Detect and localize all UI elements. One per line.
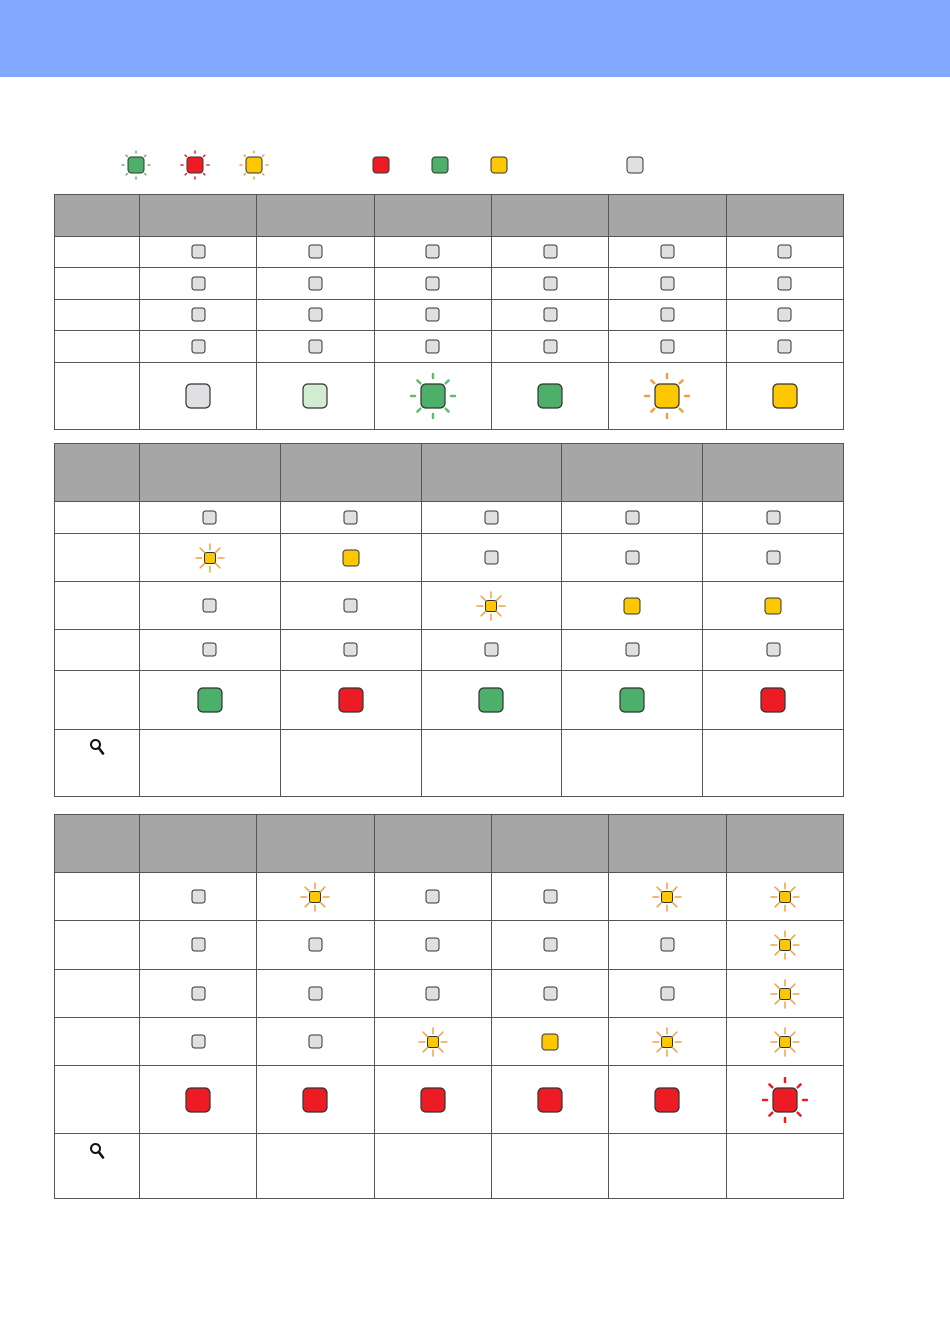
led-cell xyxy=(257,237,374,268)
led-cell xyxy=(374,331,491,363)
on-red-led-icon xyxy=(337,686,365,714)
header-cell xyxy=(280,444,421,502)
on-green-led-icon xyxy=(477,686,505,714)
row-label-cell xyxy=(55,502,140,534)
off-led-icon xyxy=(307,1033,324,1050)
off-led-icon xyxy=(542,985,559,1002)
led-cell xyxy=(421,502,562,534)
led-cell xyxy=(421,630,562,671)
led-cell xyxy=(491,331,608,363)
off-led-icon xyxy=(542,275,559,292)
led-cell xyxy=(609,268,726,300)
off-led-icon xyxy=(659,306,676,323)
header-banner xyxy=(0,0,950,77)
header-cell xyxy=(609,815,726,873)
off-led-icon xyxy=(201,509,218,526)
on-amber-led-icon xyxy=(540,1032,560,1052)
table-row xyxy=(55,534,844,582)
led-cell xyxy=(140,268,257,300)
blink-amber-led-icon xyxy=(652,882,682,912)
led-cell xyxy=(257,268,374,300)
led-cell xyxy=(140,873,257,921)
note-row xyxy=(55,730,844,797)
off-led-icon xyxy=(184,382,212,410)
led-cell xyxy=(703,671,844,730)
off-led-icon xyxy=(542,936,559,953)
led-cell xyxy=(491,237,608,268)
led-cell xyxy=(562,534,703,582)
off-led-icon xyxy=(201,641,218,658)
led-cell xyxy=(140,970,257,1018)
table-row xyxy=(55,921,844,970)
led-cell xyxy=(562,630,703,671)
led-cell xyxy=(609,237,726,268)
header-cell xyxy=(562,444,703,502)
table-row xyxy=(55,237,844,268)
off-led-icon xyxy=(765,641,782,658)
note-cell xyxy=(609,1134,726,1199)
led-table-1 xyxy=(54,194,844,430)
blink-amber-led-icon xyxy=(195,543,225,573)
header-cell xyxy=(55,444,140,502)
row-label-cell xyxy=(55,331,140,363)
off-led-icon xyxy=(483,641,500,658)
led-cell xyxy=(140,331,257,363)
led-cell xyxy=(140,1066,257,1134)
note-cell xyxy=(280,730,421,797)
led-cell xyxy=(491,921,608,970)
on-green-led-icon xyxy=(196,686,224,714)
note-cell xyxy=(703,730,844,797)
note-cell xyxy=(562,730,703,797)
table-row xyxy=(55,268,844,300)
table-row xyxy=(55,671,844,730)
note-cell xyxy=(140,1134,257,1199)
led-table-2 xyxy=(54,443,844,797)
led-cell xyxy=(374,363,491,430)
off-led-icon xyxy=(342,509,359,526)
led-legend xyxy=(0,147,950,183)
row-label-cell xyxy=(55,534,140,582)
row-label-cell xyxy=(55,237,140,268)
off-led-icon xyxy=(190,306,207,323)
row-label-cell xyxy=(55,970,140,1018)
led-table-3 xyxy=(54,814,844,1199)
led-cell xyxy=(257,921,374,970)
led-cell xyxy=(421,671,562,730)
led-cell xyxy=(562,671,703,730)
led-cell xyxy=(421,534,562,582)
led-cell xyxy=(280,630,421,671)
led-cell xyxy=(374,237,491,268)
note-cell xyxy=(140,730,281,797)
on-red-led-icon xyxy=(759,686,787,714)
table-row xyxy=(55,630,844,671)
off-led-icon xyxy=(307,243,324,260)
on-amber-led-icon xyxy=(341,548,361,568)
led-cell xyxy=(257,970,374,1018)
led-cell xyxy=(140,534,281,582)
off-led-icon xyxy=(424,936,441,953)
row-label-cell xyxy=(55,671,140,730)
header-cell xyxy=(609,195,726,237)
led-cell xyxy=(491,970,608,1018)
on-amber-led-icon xyxy=(489,155,509,175)
off-led-icon xyxy=(765,549,782,566)
header-cell xyxy=(374,195,491,237)
led-cell xyxy=(562,502,703,534)
led-cell xyxy=(726,363,843,430)
row-label-cell xyxy=(55,1066,140,1134)
off-led-icon xyxy=(307,338,324,355)
header-cell xyxy=(140,195,257,237)
led-cell xyxy=(703,582,844,630)
header-cell xyxy=(726,195,843,237)
led-cell xyxy=(491,1018,608,1066)
led-cell xyxy=(374,1066,491,1134)
table-row xyxy=(55,331,844,363)
row-label-cell xyxy=(55,873,140,921)
off-led-icon xyxy=(190,985,207,1002)
led-cell xyxy=(257,363,374,430)
led-cell xyxy=(280,534,421,582)
blink-amber-led-icon xyxy=(770,882,800,912)
led-cell xyxy=(609,363,726,430)
led-cell xyxy=(562,582,703,630)
off-led-icon xyxy=(424,985,441,1002)
magnifier-icon xyxy=(89,738,105,761)
header-cell xyxy=(257,195,374,237)
blink-red-led-icon xyxy=(762,1077,808,1123)
note-cell xyxy=(726,1134,843,1199)
note-cell xyxy=(491,1134,608,1199)
led-cell xyxy=(140,1018,257,1066)
off-led-icon xyxy=(624,641,641,658)
row-label-cell xyxy=(55,582,140,630)
on-green-led-icon xyxy=(536,382,564,410)
blink-amber-led-icon xyxy=(418,1027,448,1057)
blink-amber-led-icon xyxy=(644,373,690,419)
off-led-icon xyxy=(483,549,500,566)
led-cell xyxy=(257,873,374,921)
note-label-cell xyxy=(55,730,140,797)
led-cell xyxy=(609,873,726,921)
note-cell xyxy=(421,730,562,797)
led-cell xyxy=(140,363,257,430)
off-led-icon xyxy=(659,338,676,355)
header-cell xyxy=(55,195,140,237)
led-cell xyxy=(703,630,844,671)
row-label-cell xyxy=(55,268,140,300)
led-cell xyxy=(726,873,843,921)
header-cell xyxy=(703,444,844,502)
led-cell xyxy=(703,502,844,534)
header-cell xyxy=(421,444,562,502)
blink-green-led-icon xyxy=(410,373,456,419)
led-cell xyxy=(726,1066,843,1134)
off-led-icon xyxy=(624,549,641,566)
led-cell xyxy=(726,300,843,331)
off-led-icon xyxy=(190,936,207,953)
off-led-icon xyxy=(342,641,359,658)
on-red-led-icon xyxy=(371,155,391,175)
header-cell xyxy=(726,815,843,873)
off-led-icon xyxy=(307,275,324,292)
led-cell xyxy=(726,268,843,300)
off-led-icon xyxy=(776,243,793,260)
off-led-icon xyxy=(424,275,441,292)
led-cell xyxy=(726,921,843,970)
off-led-icon xyxy=(765,509,782,526)
off-led-icon xyxy=(625,155,645,175)
on-red-led-icon xyxy=(301,1086,329,1114)
note-row xyxy=(55,1134,844,1199)
led-cell xyxy=(280,671,421,730)
row-label-cell xyxy=(55,1018,140,1066)
table-row xyxy=(55,582,844,630)
off-led-icon xyxy=(542,888,559,905)
led-cell xyxy=(140,237,257,268)
off-led-icon xyxy=(542,243,559,260)
blink-amber-led-icon xyxy=(239,150,269,180)
led-cell xyxy=(374,873,491,921)
on-amber-led-icon xyxy=(771,382,799,410)
header-cell xyxy=(55,815,140,873)
off-led-icon xyxy=(307,306,324,323)
led-cell xyxy=(374,1018,491,1066)
off-led-icon xyxy=(190,1033,207,1050)
led-cell xyxy=(280,582,421,630)
header-cell xyxy=(491,815,608,873)
led-cell xyxy=(726,1018,843,1066)
off-led-icon xyxy=(659,936,676,953)
led-cell xyxy=(421,582,562,630)
off-led-icon xyxy=(776,275,793,292)
on-green-led-icon xyxy=(618,686,646,714)
blink-amber-led-icon xyxy=(770,1027,800,1057)
blink-amber-led-icon xyxy=(476,591,506,621)
led-cell xyxy=(257,300,374,331)
led-cell xyxy=(257,1066,374,1134)
led-cell xyxy=(491,873,608,921)
magnifier-icon xyxy=(89,1142,105,1165)
off-led-icon xyxy=(424,888,441,905)
note-label-cell xyxy=(55,1134,140,1199)
off-led-icon xyxy=(424,306,441,323)
row-label-cell xyxy=(55,630,140,671)
off-led-icon xyxy=(424,243,441,260)
off-led-icon xyxy=(659,275,676,292)
on-amber-led-icon xyxy=(622,596,642,616)
led-cell xyxy=(491,268,608,300)
led-cell xyxy=(491,300,608,331)
dim-green-led-icon xyxy=(301,382,329,410)
off-led-icon xyxy=(624,509,641,526)
off-led-icon xyxy=(190,888,207,905)
led-cell xyxy=(140,300,257,331)
on-amber-led-icon xyxy=(763,596,783,616)
led-cell xyxy=(374,300,491,331)
header-cell xyxy=(140,815,257,873)
blink-amber-led-icon xyxy=(770,930,800,960)
blink-green-led-icon xyxy=(121,150,151,180)
led-cell xyxy=(140,921,257,970)
table-row xyxy=(55,873,844,921)
off-led-icon xyxy=(542,306,559,323)
off-led-icon xyxy=(190,275,207,292)
off-led-icon xyxy=(307,985,324,1002)
table-row xyxy=(55,970,844,1018)
row-label-cell xyxy=(55,363,140,430)
off-led-icon xyxy=(776,306,793,323)
blink-red-led-icon xyxy=(180,150,210,180)
led-cell xyxy=(726,237,843,268)
off-led-icon xyxy=(542,338,559,355)
led-cell xyxy=(280,502,421,534)
row-label-cell xyxy=(55,300,140,331)
led-cell xyxy=(257,1018,374,1066)
table-row xyxy=(55,1066,844,1134)
led-cell xyxy=(140,502,281,534)
led-cell xyxy=(374,970,491,1018)
header-cell xyxy=(374,815,491,873)
led-cell xyxy=(609,331,726,363)
off-led-icon xyxy=(483,509,500,526)
led-cell xyxy=(609,300,726,331)
off-led-icon xyxy=(342,597,359,614)
off-led-icon xyxy=(307,936,324,953)
led-cell xyxy=(491,363,608,430)
table-row xyxy=(55,363,844,430)
led-cell xyxy=(703,534,844,582)
blink-amber-led-icon xyxy=(652,1027,682,1057)
led-cell xyxy=(609,921,726,970)
off-led-icon xyxy=(659,243,676,260)
on-red-led-icon xyxy=(536,1086,564,1114)
led-cell xyxy=(140,630,281,671)
table-row xyxy=(55,1018,844,1066)
led-cell xyxy=(140,582,281,630)
on-red-led-icon xyxy=(184,1086,212,1114)
led-cell xyxy=(140,671,281,730)
header-cell xyxy=(491,195,608,237)
off-led-icon xyxy=(190,338,207,355)
led-cell xyxy=(257,331,374,363)
led-cell xyxy=(374,268,491,300)
led-cell xyxy=(374,921,491,970)
off-led-icon xyxy=(201,597,218,614)
on-red-led-icon xyxy=(653,1086,681,1114)
table-row xyxy=(55,502,844,534)
led-cell xyxy=(609,1018,726,1066)
off-led-icon xyxy=(659,985,676,1002)
table-row xyxy=(55,300,844,331)
led-cell xyxy=(609,970,726,1018)
header-cell xyxy=(257,815,374,873)
on-red-led-icon xyxy=(419,1086,447,1114)
led-cell xyxy=(726,970,843,1018)
row-label-cell xyxy=(55,921,140,970)
off-led-icon xyxy=(424,338,441,355)
led-cell xyxy=(726,331,843,363)
led-cell xyxy=(609,1066,726,1134)
header-cell xyxy=(140,444,281,502)
blink-amber-led-icon xyxy=(300,882,330,912)
on-green-led-icon xyxy=(430,155,450,175)
off-led-icon xyxy=(776,338,793,355)
note-cell xyxy=(374,1134,491,1199)
off-led-icon xyxy=(190,243,207,260)
note-cell xyxy=(257,1134,374,1199)
blink-amber-led-icon xyxy=(770,979,800,1009)
led-cell xyxy=(491,1066,608,1134)
